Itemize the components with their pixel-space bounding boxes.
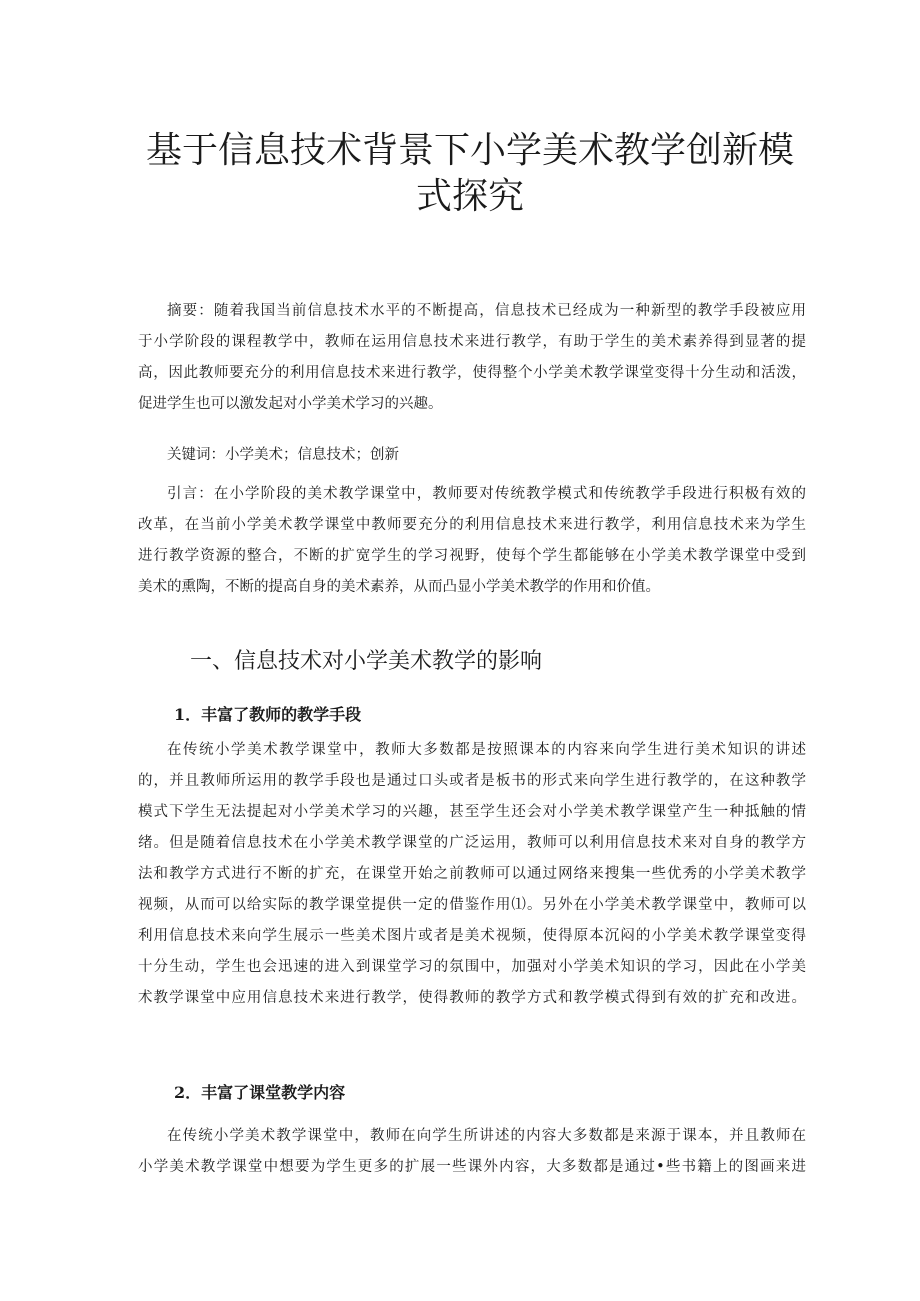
- body-line: 的，并且教师所运用的教学手段也是通过口头或者是板书的形式来向学生进行教学的，在这种教学: [138, 773, 806, 789]
- subsection-1-body: [138, 735, 806, 1014]
- abstract-line: 促进学生也可以激发起对小学美术学习的兴趣。: [138, 396, 443, 412]
- abstract-paragraph: [138, 296, 806, 420]
- intro-line: 引言：在小学阶段的美术教学课堂中，教师要对传统教学模式和传统教学手段进行积极有效的: [167, 486, 806, 502]
- abstract-line: 摘要：随着我国当前信息技术水平的不断提高，信息技术已经成为一种新型的教学手段被应用: [167, 303, 806, 319]
- section-1-heading: 一、信息技术对小学美术教学的影响: [190, 649, 543, 674]
- subsection-2-body: [138, 1121, 806, 1183]
- intro-line: 改革，在当前小学美术教学课堂中教师要充分的利用信息技术来进行教学，利用信息技术来为学生: [138, 517, 806, 533]
- intro-line: 美术的熏陶，不断的提高自身的美术素养，从而凸显小学美术教学的作用和价值。: [138, 579, 660, 595]
- body-line: 十分生动，学生也会迅速的进入到课堂学习的氛围中，加强对小学美术知识的学习，因此在小学美: [138, 959, 806, 975]
- title-line-2: 式探究: [415, 176, 524, 217]
- body-line: 小学美术教学课堂中想要为学生更多的扩展一些课外内容，大多数都是通过•些书籍上的图画来进: [138, 1159, 806, 1175]
- title-line-1: 基于信息技术背景下小学美术教学创新模: [145, 130, 794, 171]
- body-line: 绪。但是随着信息技术在小学美术教学课堂的广泛运用，教师可以利用信息技术来对自身的教学方: [138, 835, 806, 851]
- body-line: 模式下学生无法提起对小学美术学习的兴趣，甚至学生还会对小学美术教学课堂产生一种抵触的情: [138, 804, 806, 820]
- subsection-1-heading: 1．丰富了教师的教学手段: [174, 705, 362, 724]
- body-line: 术教学课堂中应用信息技术来进行教学，使得教师的教学方式和教学模式得到有效的扩充和改进。: [138, 990, 806, 1006]
- intro-line: 进行教学资源的整合，不断的扩宽学生的学习视野，使每个学生都能够在小学美术教学课堂中受到: [138, 548, 806, 564]
- document-title: [130, 128, 810, 220]
- body-line: 在传统小学美术教学课堂中，教师大多数都是按照课本的内容来向学生进行美术知识的讲述: [167, 742, 806, 758]
- body-line: 在传统小学美术教学课堂中，教师在向学生所讲述的内容大多数都是来源于课本，并且教师在: [167, 1128, 806, 1144]
- body-line: 利用信息技术来向学生展示一些美术图片或者是美术视频，使得原本沉闷的小学美术教学课堂变得: [138, 928, 806, 944]
- body-line: 视频，从而可以给实际的教学课堂提供一定的借鉴作用⑴。另外在小学美术教学课堂中，教师可以: [138, 897, 806, 913]
- abstract-line: 高，因此教师要充分的利用信息技术来进行教学，使得整个小学美术教学课堂变得十分生动和活泼，: [138, 365, 806, 381]
- abstract-line: 于小学阶段的课程教学中，教师在运用信息技术来进行教学，有助于学生的美术素养得到显著的提: [138, 334, 806, 350]
- keywords-line: 关键词：小学美术；信息技术；创新: [167, 447, 399, 463]
- intro-paragraph: [138, 479, 806, 603]
- subsection-2-heading: 2．丰富了课堂教学内容: [174, 1083, 346, 1102]
- body-line: 法和教学方式进行不断的扩充，在课堂开始之前教师可以通过网络来搜集一些优秀的小学美术教学: [138, 866, 806, 882]
